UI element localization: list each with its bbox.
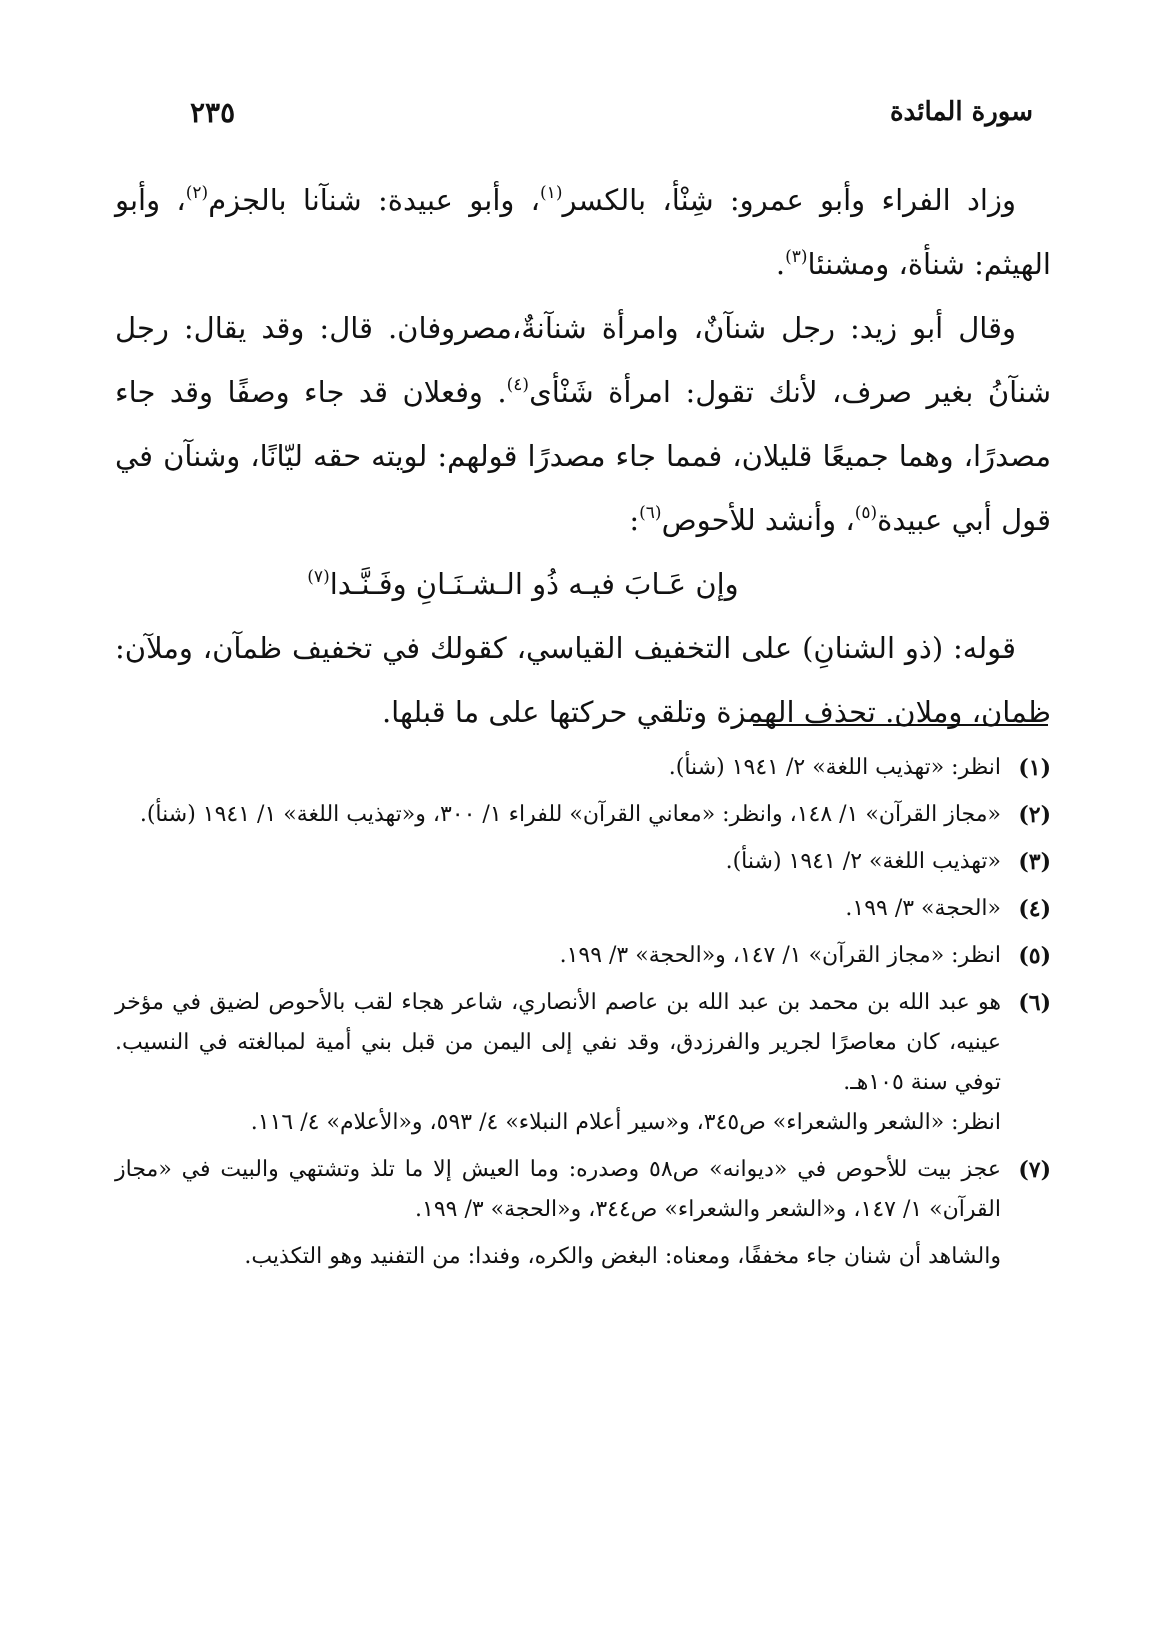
footnote-text xyxy=(115,1150,1001,1230)
poetry-verse xyxy=(115,552,1051,616)
footnote-ref: (٤) xyxy=(506,375,530,395)
page-header xyxy=(190,92,1033,132)
footnote-text xyxy=(115,748,1001,788)
text-run: ، وأنشد للأحوص xyxy=(661,503,855,537)
footnote-item xyxy=(115,936,1051,976)
footnote-ref: (٥) xyxy=(854,503,878,523)
footnote-ref: (٦) xyxy=(639,503,662,523)
paragraph-3: قوله: (ذو الشنانِ) على التخفيف القياسي، كقولك في تخفيف ظمآن، وملآن: ظمان، وملان. تحذف الهمزة وتلقي حركتها على ما قبلها. xyxy=(115,631,1051,729)
paragraph-2 xyxy=(115,296,1051,552)
footnote-continuation: والشاهد أن شنان جاء مخففًا، ومعناه: البغض والكره، وفندا: من التفنيد وهو التكذيب. xyxy=(244,1244,1001,1269)
text-run: وقال أبو زيد: رجل شنآنٌ، وامرأة شنآنةٌ،مصروفان. قال: وقد يقال: رجل شنآنُ بغير صرف، لأنك تقول: امرأة شَنْأى xyxy=(115,311,1051,409)
footnote-ref: (١) xyxy=(540,183,563,203)
footnote-text xyxy=(115,795,1001,835)
footnote-line: «تهذيب اللغة» ٢/ ١٩٤١ (شنأ). xyxy=(725,849,1001,874)
footnote-line: عجز بيت للأحوص في «ديوانه» ص٥٨ وصدره: وما العيش إلا ما تلذ وتشتهي والبيت في «مجاز القرآن» ١/ ١٤٧، و«الشعر والشعراء» ص٣٤٤، و«الحجة» ٣/ ١٩٩. xyxy=(115,1157,1001,1222)
footnote-item xyxy=(115,748,1051,788)
footnote-number: (٧) xyxy=(1018,1157,1051,1183)
footnote-number: (٣) xyxy=(1018,849,1051,875)
footnote-ref: (٧) xyxy=(307,567,330,587)
paragraph-1 xyxy=(115,168,1051,296)
footnote-text xyxy=(115,889,1001,929)
footnote-item xyxy=(115,983,1051,1143)
text-run: . وفعلان قد جاء وصفًا وقد جاء مصدرًا، وهما جميعًا قليلان، فمما جاء مصدرًا قولهم: لويته حقه ليّانًا، وشنآن في قول أبي عبيدة xyxy=(115,375,1051,537)
footnote-number: (٦) xyxy=(1018,990,1051,1016)
footnote-line: «مجاز القرآن» ١/ ١٤٨، وانظر: «معاني القرآن» للفراء ١/ ٣٠٠، و«تهذيب اللغة» ١/ ١٩٤١ (شنأ). xyxy=(139,802,1001,827)
page-number: ٢٣٥ xyxy=(190,95,236,129)
footnote-separator xyxy=(753,724,1048,726)
footnote-item xyxy=(115,842,1051,882)
main-text xyxy=(115,168,1051,744)
footnote-text xyxy=(115,983,1001,1143)
footnote-line: انظر: «مجاز القرآن» ١/ ١٤٧، و«الحجة» ٣/ ١٩٩. xyxy=(559,943,1001,968)
footnote-item xyxy=(115,795,1051,835)
text-run: ، وأبو عبيدة: شنآنا بالجزم xyxy=(208,183,541,217)
footnote-line: هو عبد الله بن محمد بن عبد الله بن عاصم الأنصاري، شاعر هجاء لقب بالأحوص لضيق في مؤخر عينيه، كان معاصرًا لجرير والفرزدق، وقد نفي إلى اليمن من قبل بني أمية لمبالغته في النسيب. توفي سنة ١٠٥هـ. xyxy=(115,990,1001,1095)
footnote-ref: (٢) xyxy=(185,183,209,203)
footnote-number: (٥) xyxy=(1018,943,1051,969)
footnote-number: (١) xyxy=(1018,755,1051,781)
footnote-item xyxy=(115,1150,1051,1230)
footnote-number: (٢) xyxy=(1018,802,1051,828)
footnote-number: (٤) xyxy=(1018,896,1051,922)
surah-title: سورة المائدة xyxy=(889,97,1033,127)
footnote-line: انظر: «تهذيب اللغة» ٢/ ١٩٤١ (شنأ). xyxy=(668,755,1001,780)
footnote-item xyxy=(115,889,1051,929)
footnote-line: انظر: «الشعر والشعراء» ص٣٤٥، و«سير أعلام النبلاء» ٤/ ٥٩٣، و«الأعلام» ٤/ ١١٦. xyxy=(250,1110,1001,1135)
footnotes xyxy=(115,748,1051,1277)
text-run: ، وأبو الهيثم: شنأة، ومشنئا xyxy=(115,183,1051,281)
text-run: : xyxy=(629,503,640,537)
footnote-ref: (٣) xyxy=(785,247,808,267)
text-run: . xyxy=(775,247,786,281)
verse-text: وإن عَـابَ فيـه ذُو الـشـنَـانِ وفَـنَّـدا xyxy=(329,567,739,601)
text-run: وزاد الفراء وأبو عمرو: شِنْأ، بالكسر xyxy=(562,183,1016,217)
footnote-text xyxy=(115,936,1001,976)
footnote-line: «الحجة» ٣/ ١٩٩. xyxy=(845,896,1001,921)
footnote-text xyxy=(115,842,1001,882)
